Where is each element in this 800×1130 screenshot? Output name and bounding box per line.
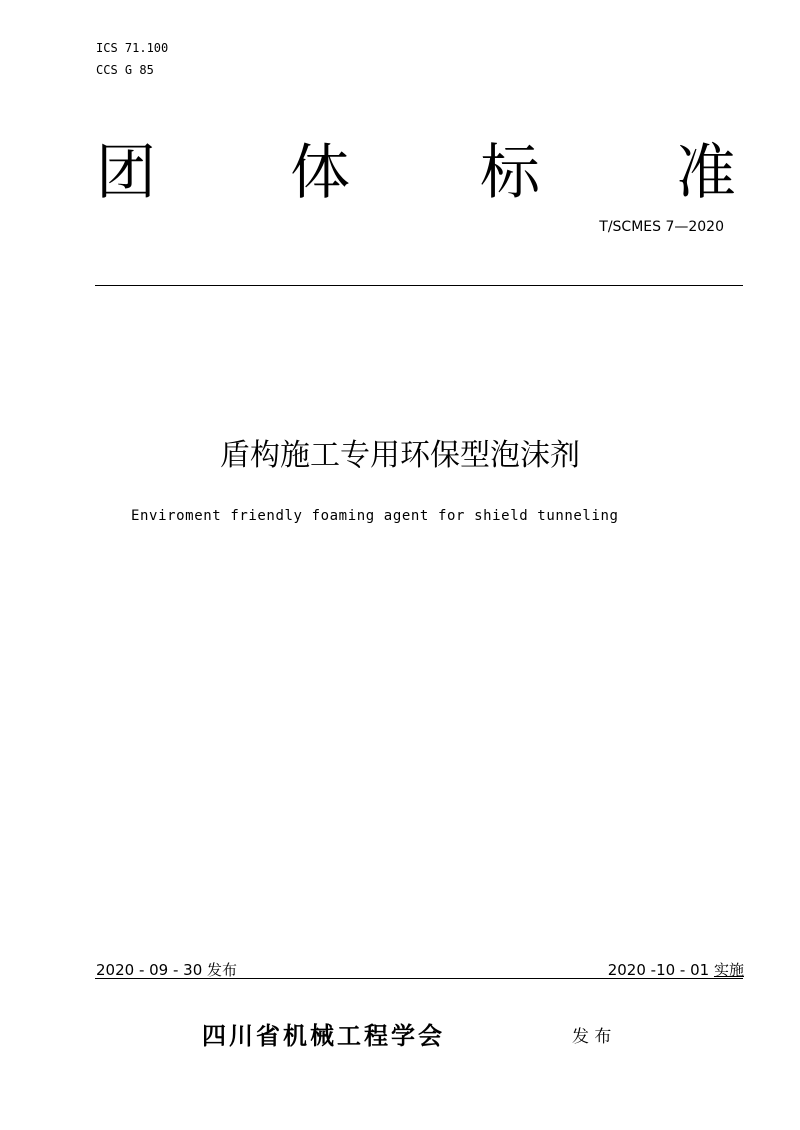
publisher-name: 四川省机械工程学会 <box>202 1022 445 1050</box>
banner-char-1: 团 <box>96 138 156 208</box>
implement-date-value: 2020 -10 - 01 <box>607 961 710 979</box>
implement-label: 实施 <box>713 961 744 979</box>
publish-label: 发 布 <box>572 1027 612 1047</box>
header-divider <box>95 285 743 286</box>
document-title-english: Enviroment friendly foaming agent for shield tunneling <box>131 508 619 524</box>
date-divider <box>95 978 743 979</box>
publish-date: 2020 - 09 - 30 发布 <box>96 961 238 979</box>
ccs-code: CCS G 85 <box>96 63 154 77</box>
implement-date <box>608 960 744 980</box>
banner-char-3: 标 <box>480 138 540 208</box>
banner-char-2: 体 <box>290 138 350 208</box>
document-title-chinese: 盾构施工专用环保型泡沫剂 <box>220 438 580 473</box>
ics-code: ICS 71.100 <box>96 41 169 55</box>
banner-char-4: 准 <box>676 138 736 208</box>
standard-code: T/SCMES 7—2020 <box>599 219 724 235</box>
